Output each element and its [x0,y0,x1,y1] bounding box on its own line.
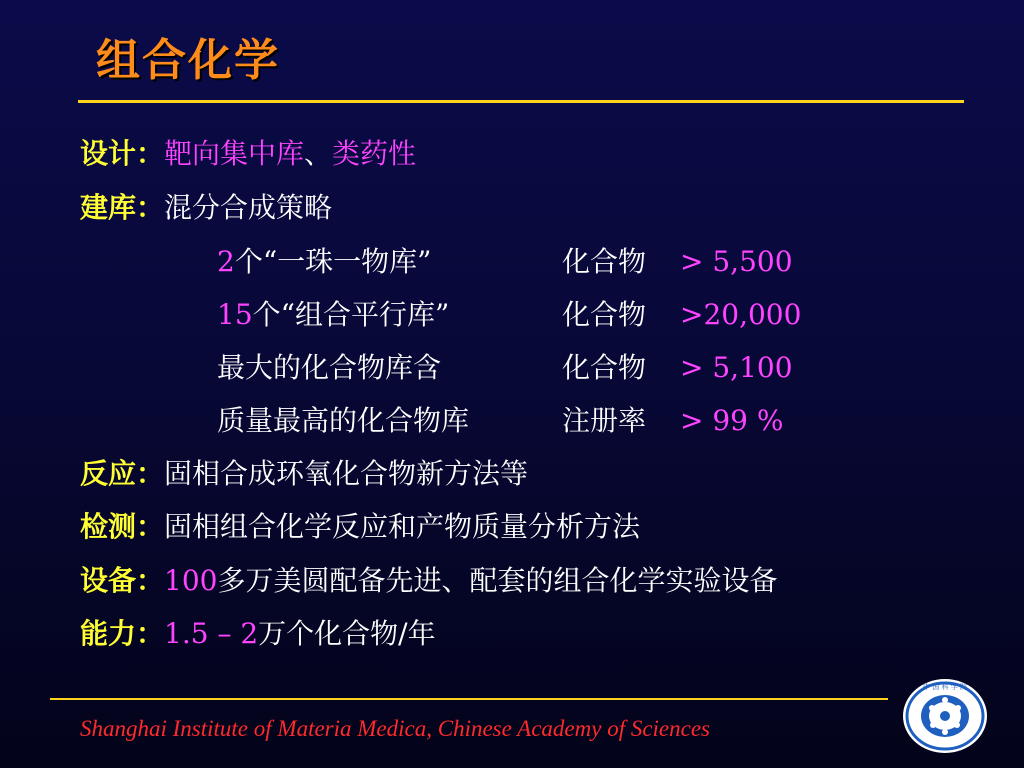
capacity-label: 能力： [80,617,165,650]
row-equipment [80,561,777,601]
row-detect [80,507,640,547]
stat-name: 最大的化合物库含 [217,351,442,384]
logo-text: 中 国 科 学 院 [923,683,967,691]
row-reaction [80,454,528,494]
detect-text: 固相组合化学反应和产物质量分析方法 [164,510,641,543]
row-capacity [80,614,436,654]
design-label: 设计： [80,137,165,170]
stat-name: 个“一珠一物库” [234,245,432,278]
stat-value: >20,000 [680,298,802,331]
footer-institution: Shanghai Institute of Materia Medica, Chinese Academy of Sciences [80,716,711,741]
footer-divider [50,698,888,700]
stat-name: 个“组合平行库” [252,298,450,331]
capacity-text: 万个化合物/年 [258,617,436,650]
reaction-label: 反应： [80,457,165,490]
chinese-academy-of-sciences-seal-icon [900,676,990,756]
equipment-text: 多万美圆配备先进、配套的组合化学实验设备 [217,564,778,597]
stat-kind: 注册率 [562,404,647,437]
slide-title: 组合化学 [96,35,280,86]
equipment-label: 设备： [80,564,165,597]
stat-value: > 5,500 [680,245,793,278]
build-label: 建库： [80,191,165,224]
stat-kind: 化合物 [562,298,647,331]
stat-kind: 化合物 [562,351,647,384]
stat-count: 2 [217,245,235,278]
stat-kind: 化合物 [562,245,647,278]
stat-value: > 5,100 [680,351,793,384]
reaction-text: 固相合成环氧化合物新方法等 [164,457,529,490]
equipment-number: 100 [164,564,218,597]
stat-name: 质量最高的化合物库 [217,404,470,437]
row-design [80,134,416,174]
row-build [80,188,332,228]
design-item-a: 靶向集中库 [164,137,305,170]
capacity-number: 1.5 – 2 [164,617,259,650]
design-sep: 、 [304,137,333,170]
title-divider [78,100,964,103]
build-text: 混分合成策略 [164,191,333,224]
stat-count: 15 [217,298,253,331]
detect-label: 检测： [80,510,165,543]
stat-value: > 99 % [680,404,784,437]
design-item-b: 类药性 [332,137,417,170]
